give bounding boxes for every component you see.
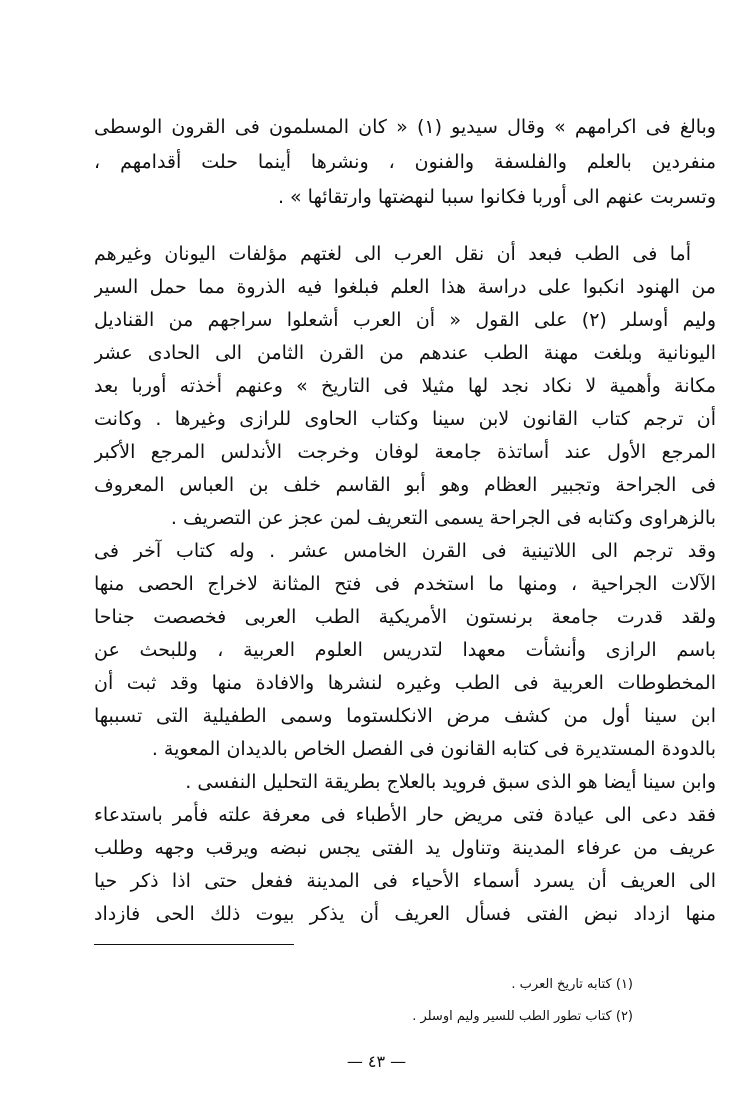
text-line: عريف من عرفاء المدينة وتناول يد الفتى يجس نبضه ويرقب وجهه وطلب xyxy=(94,837,716,859)
text-line: وليم أوسلر (٢) على القول « أن العرب أشعلوا سراجهم من القناديل xyxy=(94,309,716,331)
text-line: وقد ترجم الى اللاتينية فى القرن الخامس عشر . وله كتاب آخر فى xyxy=(94,540,716,562)
text-line: الى العريف أن يسرد أسماء الأحياء فى المدينة ففعل حتى اذا ذكر حيا xyxy=(94,870,716,892)
text-line: منها ازداد نبض الفتى فسأل العريف أن يذكر بيوت ذلك الحى فازداد xyxy=(94,903,716,925)
page-number: — ٤٣ — xyxy=(346,1052,407,1071)
text-line: اليونانية وبلغت مهنة الطب عندهم من القرن الثامن الى الحادى عشر xyxy=(94,342,716,364)
footnote-divider xyxy=(94,944,294,945)
text-line: المخطوطات العربية فى الطب وغيره لنشرها والافادة منها وقد ثبت أن xyxy=(94,672,716,694)
text-line: فقد دعى الى عيادة فتى مريض حار الأطباء فى معرفة علته فأمر باستدعاء xyxy=(94,804,716,826)
text-line: الآلات الجراحية ، ومنها ما استخدم فى فتح المثانة لاخراج الحصى منها xyxy=(94,573,716,595)
footnote-1: (١) كتابه تاريخ العرب . xyxy=(511,977,633,992)
text-line: أما فى الطب فبعد أن نقل العرب الى لغتهم مؤلفات اليونان وغيرهم xyxy=(94,243,691,265)
text-line: المرجع الأول عند أساتذة جامعة لوفان وخرجت الأندلس المرجع الأكبر xyxy=(94,441,716,463)
text-line: مكانة وأهمية لا نكاد نجد لها مثيلا فى التاريخ » وعنهم أخذته أوربا بعد xyxy=(94,375,716,397)
text-line: منفردين بالعلم والفلسفة والفنون ، ونشرها أينما حلت أقدامهم ، xyxy=(94,151,716,173)
text-line: وبالغ فى اكرامهم » وقال سيديو (١) « كان المسلمون فى القرون الوسطى xyxy=(94,116,716,138)
text-line: أن ترجم كتاب القانون لابن سينا وكتاب الحاوى للرازى وغيرها . وكانت xyxy=(94,408,716,430)
text-line: ابن سينا أول من كشف مرض الانكلستوما وسمى الطفيلية التى تسببها xyxy=(94,705,716,727)
text-line: بالزهراوى وكتابه فى الجراحة يسمى التعريف لمن عجز عن التصريف . xyxy=(170,507,716,529)
text-line: وتسربت عنهم الى أوربا فكانوا سببا لنهضتها وارتقائها » . xyxy=(277,186,716,208)
text-line: ولقد قدرت جامعة برنستون الأمريكية الطب العربى فخصصت جناحا xyxy=(94,606,716,628)
footnote-2: (٢) كتاب تطور الطب للسير وليم اوسلر . xyxy=(412,1009,633,1024)
text-line: بالدودة المستديرة فى كتابه القانون فى الفصل الخاص بالديدان المعوية . xyxy=(151,738,716,760)
text-line: فى الجراحة وتجبير العظام وهو أبو القاسم خلف بن العباس المعروف xyxy=(94,474,716,496)
text-line: من الهنود انكبوا على دراسة هذا العلم فبلغوا فيه الذروة مما حمل السير xyxy=(94,276,716,298)
text-line: باسم الرازى وأنشأت معهدا لتدريس العلوم العربية ، وللبحث عن xyxy=(94,639,716,661)
text-line: وابن سينا أيضا هو الذى سبق فرويد بالعلاج بطريقة التحليل النفسى . xyxy=(185,771,716,793)
